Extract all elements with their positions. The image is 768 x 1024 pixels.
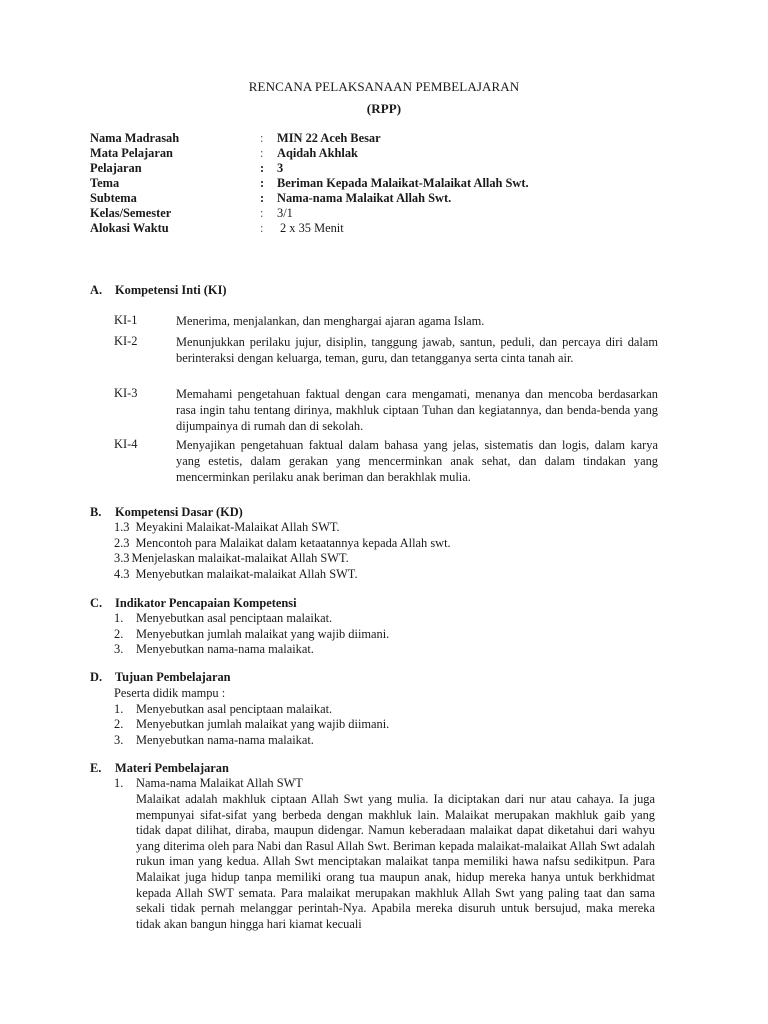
indicator-item bbox=[114, 611, 389, 627]
identity-value: 3/1 bbox=[277, 206, 293, 220]
objective-item bbox=[114, 733, 389, 749]
objective-item bbox=[114, 702, 389, 718]
section-b-heading bbox=[90, 505, 243, 520]
identity-value: MIN 22 Aceh Besar bbox=[277, 131, 381, 145]
identity-value: Aqidah Akhlak bbox=[277, 146, 358, 160]
section-c-heading bbox=[90, 596, 297, 611]
identity-colon: : bbox=[260, 221, 264, 235]
kd-number: 2.3 bbox=[114, 535, 130, 550]
ki-text: Menerima, menjalankan, dan menghargai ajaran agama Islam. bbox=[176, 314, 485, 328]
identity-colon: : bbox=[260, 176, 265, 190]
ki-text: Memahami pengetahuan faktual dengan cara mengamati, menanya dan mencoba berdasarkan rasa ingin tahu tentang dirinya, makhluk ciptaan Tuhan dan kegiatannya, dan benda-benda yang dijumpainya di rumah dan di sekolah. bbox=[176, 387, 658, 433]
identity-row-tema bbox=[90, 176, 690, 191]
identity-value: Beriman Kepada Malaikat-Malaikat Allah Swt. bbox=[277, 176, 529, 190]
indicator-item bbox=[114, 642, 389, 658]
indicator-number: 2. bbox=[114, 626, 124, 641]
objective-number: 1. bbox=[114, 701, 124, 716]
identity-colon: : bbox=[260, 131, 264, 145]
indicator-text: Menyebutkan jumlah malaikat yang wajib diimani. bbox=[136, 626, 390, 641]
indicator-list bbox=[114, 611, 389, 658]
ki-code: KI-2 bbox=[114, 334, 138, 348]
identity-value: Nama-nama Malaikat Allah Swt. bbox=[277, 191, 452, 205]
identity-label: Alokasi Waktu bbox=[90, 221, 169, 235]
ki-text: Menyajikan pengetahuan faktual dalam bahasa yang jelas, sistematis dan logis, dalam karya yang estetis, dalam gerakan yang mencerminkan anak sehat, dan dalam tindakan yang mencerminkan perilaku anak beriman dan berakhlak mulia. bbox=[176, 438, 658, 484]
indicator-number: 3. bbox=[114, 642, 124, 656]
section-letter: E. bbox=[90, 761, 102, 775]
identity-label: Mata Pelajaran bbox=[90, 146, 173, 160]
identity-label: Nama Madrasah bbox=[90, 131, 180, 145]
objective-intro: Peserta didik mampu : bbox=[114, 686, 226, 700]
identity-label: Kelas/Semester bbox=[90, 206, 172, 220]
kd-text: Mencontoh para Malaikat dalam ketaatannya kepada Allah swt. bbox=[135, 535, 451, 550]
kd-number: 3.3 bbox=[114, 551, 130, 565]
objective-item bbox=[114, 717, 389, 733]
section-a-heading bbox=[90, 283, 227, 298]
material-title: Nama-nama Malaikat Allah SWT bbox=[136, 776, 303, 790]
ki-code: KI-1 bbox=[114, 313, 138, 327]
material-item-title bbox=[114, 776, 303, 792]
objective-number: 3. bbox=[114, 732, 124, 747]
section-title: Kompetensi Inti (KI) bbox=[115, 283, 227, 297]
ki-text: Menunjukkan perilaku jujur, disiplin, tanggung jawab, santun, peduli, dan percaya diri dalam berinteraksi dengan keluarga, teman, guru, dan tetangganya serta cinta tanah air. bbox=[176, 335, 658, 365]
objective-number: 2. bbox=[114, 717, 124, 731]
identity-table bbox=[90, 131, 690, 236]
kd-item bbox=[114, 536, 451, 552]
identity-value: 3 bbox=[277, 161, 284, 175]
kd-text: Menyebutkan malaikat-malaikat Allah SWT. bbox=[135, 566, 358, 581]
identity-label: Pelajaran bbox=[90, 161, 142, 175]
indicator-item bbox=[114, 627, 389, 643]
kd-item bbox=[114, 567, 451, 583]
identity-row-subtema bbox=[90, 191, 690, 206]
objective-text: Menyebutkan asal penciptaan malaikat. bbox=[136, 701, 333, 716]
identity-row-kelas-semester bbox=[90, 206, 690, 221]
ki-code: KI-4 bbox=[114, 437, 138, 451]
identity-colon: : bbox=[260, 191, 265, 205]
objective-text: Menyebutkan jumlah malaikat yang wajib diimani. bbox=[136, 717, 390, 731]
objective-list bbox=[114, 686, 389, 748]
kd-text: Meyakini Malaikat-Malaikat Allah SWT. bbox=[135, 520, 340, 534]
indicator-text: Menyebutkan asal penciptaan malaikat. bbox=[136, 611, 333, 625]
material-list bbox=[114, 776, 303, 792]
section-letter: B. bbox=[90, 505, 102, 519]
kd-number: 4.3 bbox=[114, 566, 130, 581]
ki-code: KI-3 bbox=[114, 386, 138, 400]
section-letter: D. bbox=[90, 670, 103, 684]
identity-colon: : bbox=[260, 161, 265, 175]
indicator-number: 1. bbox=[114, 611, 124, 625]
section-e-heading bbox=[90, 761, 229, 776]
identity-label: Subtema bbox=[90, 191, 137, 205]
indicator-text: Menyebutkan nama-nama malaikat. bbox=[136, 642, 314, 656]
section-title: Indikator Pencapaian Kompetensi bbox=[115, 596, 297, 610]
kd-list bbox=[114, 520, 451, 582]
section-title: Materi Pembelajaran bbox=[115, 761, 229, 775]
kd-item bbox=[114, 551, 451, 567]
material-body: Malaikat adalah makhluk ciptaan Allah Swt yang mulia. Ia diciptakan dari nur atau cahaya. Ia juga mempunyai sifat-sifat yang berbeda dengan makhluk lain. Malaikat merupakan makhluk gaib yang tidak dapat dilihat, diraba, maupun didengar. Namun keberadaan malaikat dapat diketahui dari wahyu yang diterima oleh para Nabi dan Rasul Allah Swt. Beriman kepada malaikat-malaikat Allah Swt adalah rukun iman yang kedua. Allah Swt menciptakan malaikat tanpa memiliki hawa nafsu sedikitpun. Para Malaikat juga hidup tanpa memiliki orang tua maupun anak, hidup mereka hanya untuk berkhidmat kepada Allah SWT semata. Para malaikat merupakan makhluk Allah Swt yang paling taat dan sama sekali tidak pernah melanggar perintah-Nya. Apabila mereka disuruh untuk bersujud, maka mereka tidak akan bangun hingga hari kiamat kecuali bbox=[136, 792, 655, 931]
kd-text: Menjelaskan malaikat-malaikat Allah SWT. bbox=[131, 551, 349, 565]
section-title: Kompetensi Dasar (KD) bbox=[115, 505, 243, 519]
identity-label: Tema bbox=[90, 176, 120, 190]
section-letter: C. bbox=[90, 596, 103, 610]
objective-text: Menyebutkan nama-nama malaikat. bbox=[136, 732, 314, 747]
kd-number: 1.3 bbox=[114, 520, 130, 534]
identity-colon: : bbox=[260, 146, 264, 160]
identity-row-madrasah bbox=[90, 131, 690, 146]
section-d-heading bbox=[90, 670, 231, 685]
document-subtitle: (RPP) bbox=[366, 101, 402, 116]
identity-value: 2 x 35 Menit bbox=[280, 221, 344, 235]
section-letter: A. bbox=[90, 283, 103, 297]
identity-row-alokasi-waktu bbox=[90, 221, 690, 236]
identity-row-mata-pelajaran bbox=[90, 146, 690, 161]
kd-item bbox=[114, 520, 451, 536]
identity-row-pelajaran bbox=[90, 161, 690, 176]
material-number: 1. bbox=[114, 776, 124, 790]
document-title: RENCANA PELAKSANAAN PEMBELAJARAN bbox=[248, 79, 520, 94]
section-title: Tujuan Pembelajaran bbox=[115, 670, 231, 684]
identity-colon: : bbox=[260, 206, 264, 220]
